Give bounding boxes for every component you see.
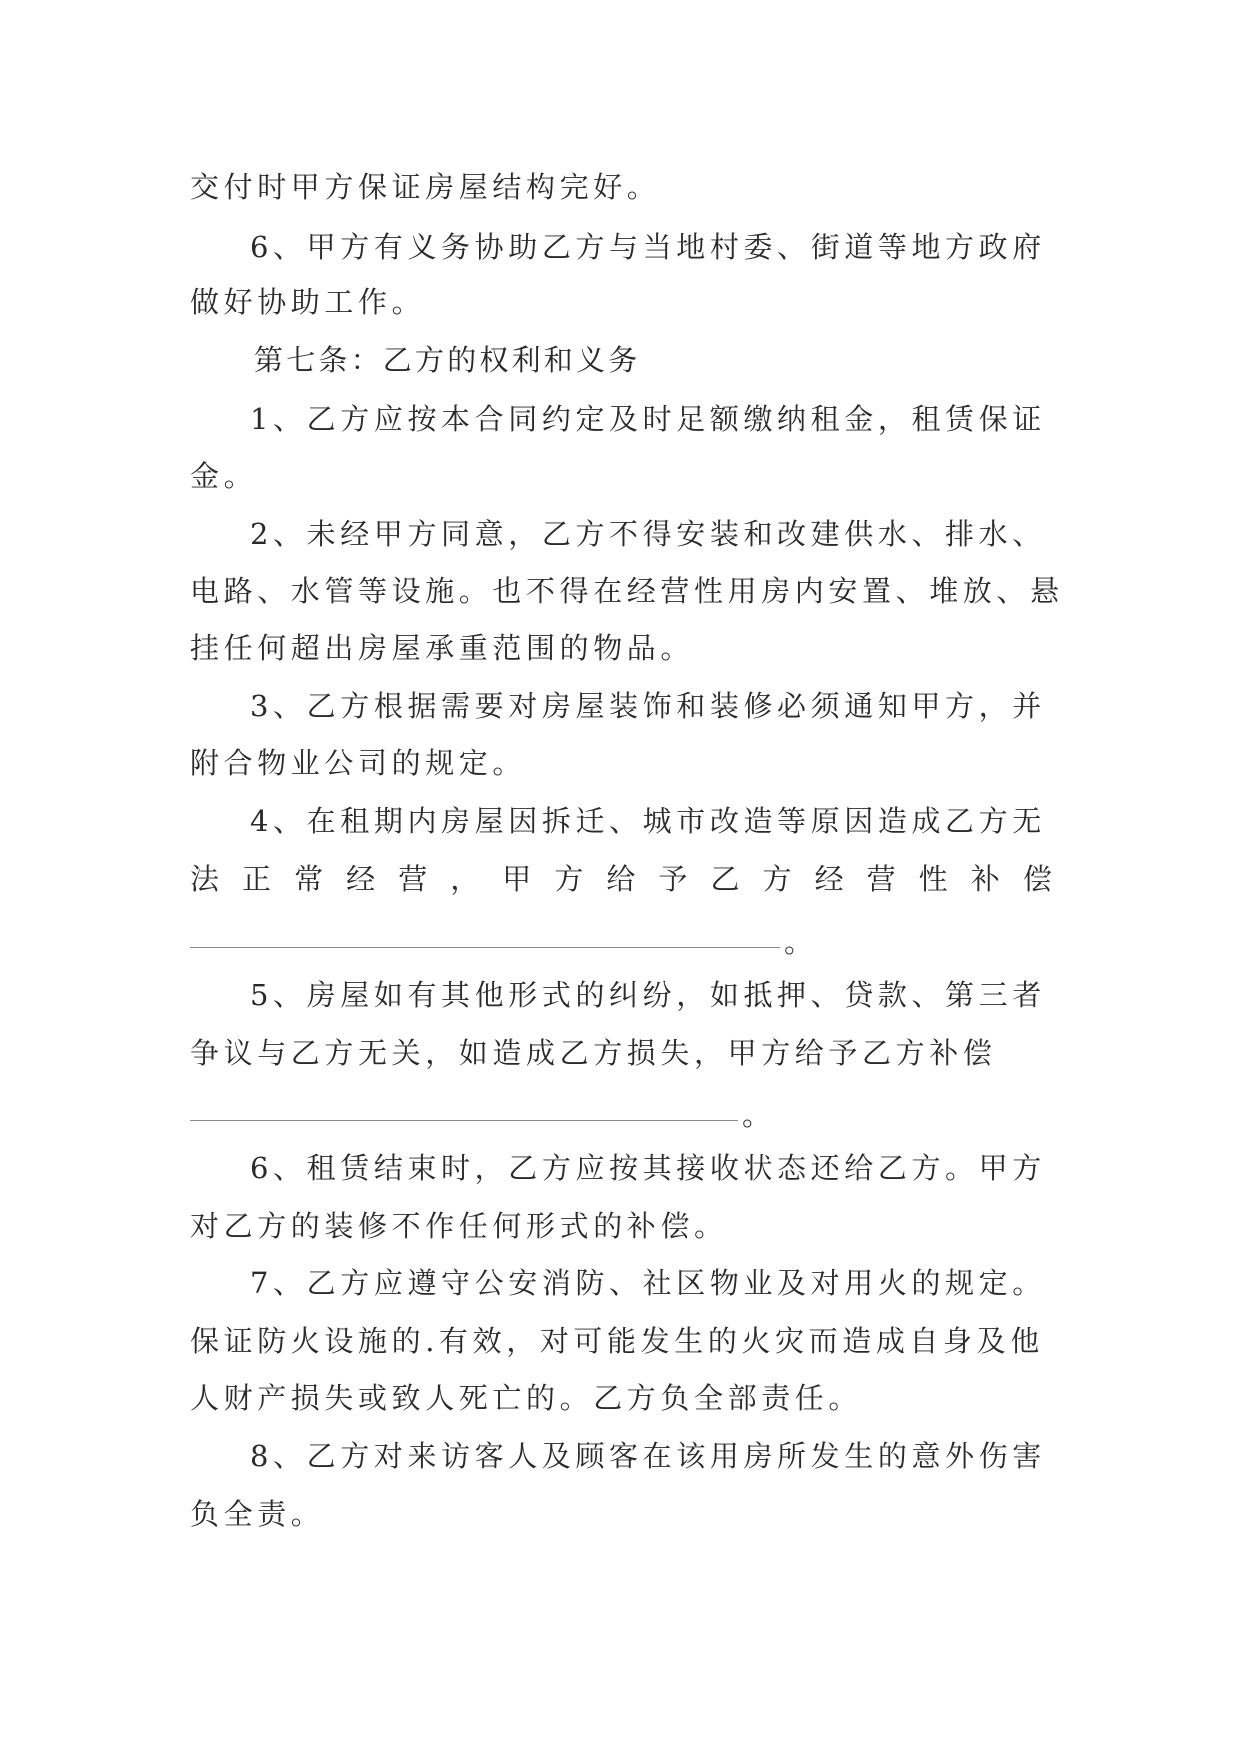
- text-line: 负全责。: [190, 1497, 325, 1531]
- justified-char: 方: [554, 862, 584, 896]
- text-line: 对乙方的装修不作任何形式的补偿。: [190, 1209, 728, 1243]
- justified-char: 性: [918, 862, 948, 896]
- text-line: 金。: [190, 459, 258, 493]
- clause-5: 5、房屋如有其他形式的纠纷，如抵押、贷款、第三者: [250, 978, 1046, 1012]
- justified-char: ，: [450, 862, 480, 896]
- clause-3: 3、乙方根据需要对房屋装饰和装修必须通知甲方，并: [250, 689, 1046, 723]
- text-line: 做好协助工作。: [190, 285, 426, 319]
- text-line: 挂任何超出房屋承重范围的物品。: [190, 631, 695, 665]
- fill-in-line: [190, 922, 1052, 962]
- clause-7: 7、乙方应遵守公安消防、社区物业及对用火的规定。: [250, 1266, 1046, 1300]
- period: 。: [784, 925, 818, 959]
- justified-char: 营: [866, 862, 896, 896]
- fill-in-line: [190, 1095, 1052, 1135]
- clause-2: 2、未经甲方同意，乙方不得安装和改建供水、排水、: [250, 517, 1046, 551]
- blank-underline: [190, 1120, 738, 1121]
- text-line: 电路、水管等设施。也不得在经营性用房内安置、堆放、悬: [190, 574, 1064, 608]
- article-7-heading: 第七条：乙方的权利和义务: [254, 343, 641, 377]
- justified-char: 甲: [502, 862, 532, 896]
- justified-char: 给: [606, 862, 636, 896]
- clause-4-justified-line: [190, 859, 1052, 899]
- justified-char: 予: [658, 862, 688, 896]
- text-line: 交付时甲方保证房屋结构完好。: [190, 170, 661, 204]
- text-line: 人财产损失或致人死亡的。乙方负全部责任。: [190, 1381, 863, 1415]
- justified-char: 营: [398, 862, 428, 896]
- justified-char: 常: [294, 862, 324, 896]
- justified-char: 经: [346, 862, 376, 896]
- justified-char: 偿: [1022, 862, 1052, 896]
- blank-underline: [190, 947, 780, 948]
- period: 。: [742, 1098, 776, 1132]
- justified-char: 乙: [710, 862, 740, 896]
- clause-6-landlord: 6、甲方有义务协助乙方与当地村委、街道等地方政府: [250, 230, 1046, 264]
- justified-char: 正: [242, 862, 272, 896]
- text-line: 争议与乙方无关，如造成乙方损失，甲方给予乙方补偿: [190, 1036, 997, 1070]
- clause-8: 8、乙方对来访客人及顾客在该用房所发生的意外伤害: [250, 1439, 1046, 1473]
- justified-char: 方: [762, 862, 792, 896]
- justified-char: 法: [190, 862, 220, 896]
- justified-char: 补: [970, 862, 1000, 896]
- text-line: 附合物业公司的规定。: [190, 746, 527, 780]
- justified-char: 经: [814, 862, 844, 896]
- clause-6-tenant: 6、租赁结束时，乙方应按其接收状态还给乙方。甲方: [250, 1151, 1046, 1185]
- clause-1: 1、乙方应按本合同约定及时足额缴纳租金，租赁保证: [250, 402, 1046, 436]
- clause-4: 4、在租期内房屋因拆迁、城市改造等原因造成乙方无: [250, 804, 1046, 838]
- text-line: 保证防火设施的.有效，对可能发生的火灾而造成自身及他: [190, 1324, 1044, 1358]
